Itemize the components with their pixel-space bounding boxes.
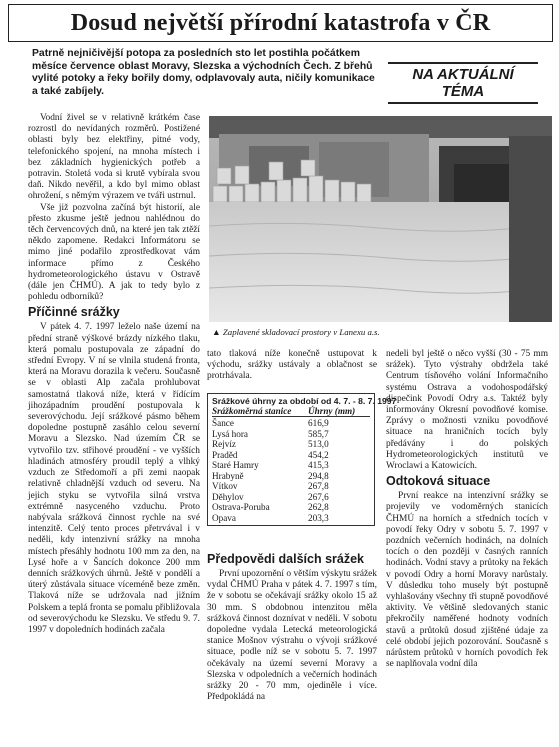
rubric-box: [388, 60, 538, 106]
table-cell-value: 203,3: [308, 512, 329, 523]
col1-paragraph-1: Vodní živel se v relativně krátkém čase rozrostl do nevídaných rozměrů. Postižené oblasti byly bez elektřiny, pitné vody, telefonického spojení, na mnoha místech i bez základních hygienických potřeb a potravin. Stoletá voda si krutě vybírala svou daň. Nikdo nevěřil, a kdo byl mimo oblast ohrožení, s němým výrazem ve tváři ustrnul.: [28, 113, 200, 202]
table-cell-value: 267,8: [308, 481, 329, 491]
forecast-paragraph: První upozornění o větším výskytu srážek vydal ČHMÚ Praha v pátek 4. 7. 1997 s tím, že v sobotu se očekávají srážky okolo 15 až 30 mm. S obdobnou intenzitou měla srážková činnost doznívat v neděli. V sobotu dopoledne vydala Letecká meteorologická stanice Mošnov výstrahu o vývoji srážkové situace, podle níž se v sobotu 5. 7. 1997 očekávaly na území severní Moravy a Slezska v odpoledních a večerních hodinách srážky 20 - 70 mm, ojediněle i více. Předpokládá na: [207, 569, 377, 703]
table-header: [212, 406, 370, 417]
table-row: [212, 450, 370, 461]
col1-section-paragraph: V pátek 4. 7. 1997 leželo naše území na přední straně výškové brázdy nízkého tlaku, která pomalu postupovala ze západní do střední Evropy. V ní se vlnila studená fronta, která na Moravu dorazila k večeru. Současně se v oblasti Alp začala prohlubovat samostatná tlaková níže, která v řídícím jihozápadním proudění postupovala k severovýchodu. Její srážkové pásmo během dopoledne postupně zasáhlo celou severní Moravu a Slezsko. Nad územím ČR se vytvořilo tzv. střihové proudění - ve vyšších hladinách atmosféry proudil teplý a vlhký vzduch ze Středomoří a při zemi naopak relativně chladnější vzduch od severu. Na jejich styku se vytvořila silná vrstva extrémně nasyceného vzduchu. Proto nabývala srážková činnost rychle na své intenzitě. Celý tento proces přetrvával i v neděli, kdy intenzivní srážky na mnoha místech přesáhly hodnotu 100 mm za den, na Lysé hoře a v Šancích dokonce 200 mm denních srážkových úhrnů. Ještě v pondělí a úterý zůstávala situace víceméně beze změn. Tlaková níže se udržovala nad jižním Polskem a teplá fronta se pomalu přibližovala od severovýchodu ke Slezsku. Ve středu 9. 7. 1997 v dopoledních hodinách začala: [28, 322, 200, 635]
col3-continuation: nedeli byl ještě o něco vyšší (30 - 75 mm srážek). Tyto výstrahy obdržela také Centrum tísňového volání Informačního systému Ostrava a vodohospodářský dispečink Povodí Odry a.s. Taktéž byly informovány Okresní povodňové komise. Zprávy o možnosti vzniku povodňové situace na hraničních tocích byly předávány i do polských Hydrometeorologických institutů ve Wroclawi a Katowicích.: [386, 349, 548, 472]
table-cell-value: 616,9: [308, 418, 329, 428]
table-cell-value: 294,8: [308, 470, 329, 481]
table-cell-value: 267,6: [308, 491, 329, 502]
table-cell-value: 513,0: [308, 439, 329, 449]
table-cell-station: Opava: [212, 512, 236, 523]
column-1: [28, 113, 200, 636]
table-title: Srážkové úhrny za období od 4. 7. - 8. 7. 1997: [212, 396, 397, 406]
section-heading-runoff: Odtoková situace: [386, 474, 491, 489]
column-3: [386, 349, 548, 670]
table-header-value: Úhrny (mm): [308, 406, 356, 416]
lead-paragraph: Patrně nejničivější potopa za posledních sto let postihla počátkem měsíce července oblast Moravy, Slezska a východních Čech. Z břehů vylité potoky a řeky bořily domy, odplavovaly auta, ničily komunikace a také zabíjely.: [32, 48, 375, 97]
table-row: [212, 439, 370, 450]
table-cell-value: 262,8: [308, 502, 329, 512]
table-cell-station: Praděd: [212, 449, 238, 460]
photo-caption: ▲ Zaplavené skladovací prostory v Lanexu a.s.: [212, 327, 380, 337]
table-row: [212, 471, 370, 482]
section-heading-forecast: Předpovědi dalších srážek: [207, 552, 365, 566]
col2-continuation: tato tlaková níže konečně ustupovat k východu, srážky ustávaly a oblačnost se protrhávala.: [207, 349, 377, 382]
rubric-rule-bottom: [388, 102, 538, 104]
section-heading-causes: Příčinné srážky: [28, 305, 120, 320]
table-rows: [212, 418, 370, 523]
precipitation-table: [207, 393, 397, 526]
table-cell-station: Rejvíz: [212, 439, 236, 449]
flood-warehouse-photo: [209, 116, 552, 322]
table-cell-value: 454,2: [308, 449, 329, 460]
table-row: [212, 492, 370, 503]
table-row: [212, 481, 370, 492]
table-row: [212, 502, 370, 513]
table-cell-station: Šance: [212, 418, 234, 428]
forecast-section: [207, 550, 377, 703]
table-row: [212, 513, 370, 524]
rubric-rule-top: [388, 62, 538, 64]
runoff-paragraph: První reakce na intenzivní srážky se projevily ve vodoměrných stanicích ČHMÚ na horních a středních tocích v povodí řeky Odry v sobotu 5. 7. 1997 v pozdních večerních hodinách, na dolních tocích o den později v časných ranních hodinách. Vodní stavy a průtoky na řekách v povodí Odry a horní Moravy narůstaly. V důsledku toho musely být postupně vyhlašovány všechny tři stupně povodňové aktivity. Ve většině sledovaných stanic překročily naměřené hodnoty vodních stavů a průtoků dosud zjištěné údaje za celé období jejich pozorování. Současně s nárůstem průtoků v horních povodích řek se naplňovala vodní díla: [386, 491, 548, 670]
rubric-line2: TÉMA: [441, 83, 485, 100]
column-2: [207, 349, 377, 383]
table-cell-station: Hrabyně: [212, 470, 244, 481]
table-row: [212, 460, 370, 471]
table-cell-station: Vítkov: [212, 481, 238, 491]
table-row: [212, 418, 370, 429]
table-cell-station: Ostrava-Poruba: [212, 502, 270, 512]
table-cell-value: 585,7: [308, 428, 329, 439]
rubric-line1: NA AKTUÁLNÍ: [412, 66, 514, 83]
table-cell-station: Lysá hora: [212, 428, 248, 439]
table-cell-value: 415,3: [308, 460, 329, 470]
table-header-station: Srážkoměrná stanice: [212, 406, 292, 416]
table-cell-station: Děhylov: [212, 491, 244, 502]
col1-paragraph-2: Vše již pozvolna začíná být historií, ale přesto zkusme ještě jednou nahlédnou do těch červencových dnů, na které jen tak ztěží někdo zapomene. Redakci Informátoru se mimo jiné podařilo zprostředkovat vám informace přímo z Českého hydrometeorologického ústavu v Ostravě (dále jen ČHMÚ). A jak to tedy bylo z pohledu odborníků?: [28, 202, 200, 303]
table-cell-station: Staré Hamry: [212, 460, 259, 470]
table-row: [212, 429, 370, 440]
headline: Dosud největší přírodní katastrofa v ČR: [8, 4, 553, 42]
